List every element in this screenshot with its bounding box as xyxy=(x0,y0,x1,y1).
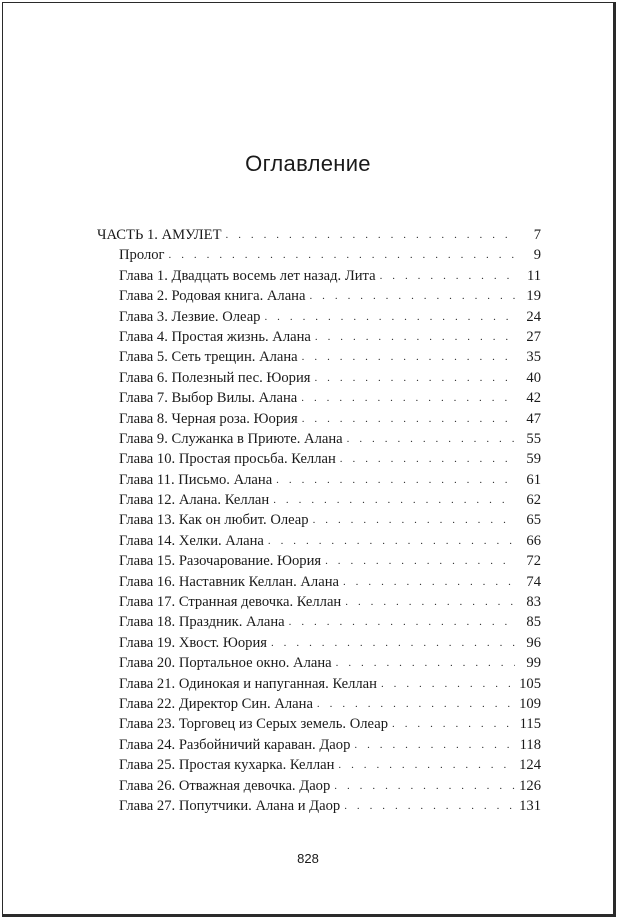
toc-entry-row[interactable] xyxy=(97,755,541,775)
page-number: 828 xyxy=(297,851,319,866)
toc-entry-row[interactable] xyxy=(97,347,541,367)
toc-entry-row[interactable] xyxy=(97,266,541,286)
table-of-contents xyxy=(97,225,541,816)
toc-entry-page: 11 xyxy=(526,267,541,284)
dot-leader xyxy=(276,470,515,490)
toc-entry-row[interactable] xyxy=(97,551,541,571)
toc-entry-page: 47 xyxy=(526,410,541,427)
toc-entry-page: 19 xyxy=(526,288,541,305)
toc-entry-row[interactable] xyxy=(97,429,541,449)
toc-entry-label: Глава 15. Разочарование. Юория xyxy=(119,553,322,570)
toc-entry-row[interactable] xyxy=(97,633,541,653)
toc-entry-label: Глава 8. Черная роза. Юория xyxy=(119,410,298,427)
toc-entry-row[interactable] xyxy=(97,307,541,327)
toc-entry-label: Глава 4. Простая жизнь. Алана xyxy=(119,328,311,345)
toc-entry-label: Глава 20. Портальное окно. Алана xyxy=(119,655,332,672)
toc-entry-page: 126 xyxy=(519,777,541,794)
toc-entry-page: 9 xyxy=(533,247,541,264)
toc-entry-page: 65 xyxy=(526,512,541,529)
dot-leader xyxy=(289,612,515,632)
toc-entry-page: 55 xyxy=(526,430,541,447)
toc-entry-label: Глава 11. Письмо. Алана xyxy=(119,471,273,488)
dot-leader xyxy=(345,592,515,612)
toc-entry-page: 109 xyxy=(519,695,541,712)
toc-entry-page: 24 xyxy=(526,308,541,325)
toc-entry-row[interactable] xyxy=(97,572,541,592)
page-title: Оглавление xyxy=(245,151,371,176)
toc-entry-page: 61 xyxy=(526,471,541,488)
toc-entry-label: Глава 1. Двадцать восемь лет назад. Лита xyxy=(119,267,376,284)
toc-entry-label: Глава 25. Простая кухарка. Келлан xyxy=(119,757,335,774)
dot-leader xyxy=(301,388,515,408)
dot-leader xyxy=(169,245,515,265)
toc-entry-page: 124 xyxy=(519,757,541,774)
toc-entry-row[interactable] xyxy=(97,449,541,469)
dot-leader xyxy=(302,409,515,429)
dot-leader xyxy=(380,266,515,286)
dot-leader xyxy=(336,653,515,673)
dot-leader xyxy=(347,429,515,449)
toc-entry-label: Глава 23. Торговец из Серых земель. Олеар xyxy=(119,716,388,733)
toc-entry-page: 96 xyxy=(526,634,541,651)
toc-entry-label: Глава 26. Отважная девочка. Даор xyxy=(119,777,331,794)
toc-entry-label: Пролог xyxy=(119,247,165,264)
dot-leader xyxy=(338,755,515,775)
toc-entry-row[interactable] xyxy=(97,735,541,755)
toc-entry-label: Глава 6. Полезный пес. Юория xyxy=(119,369,311,386)
toc-entry-row[interactable] xyxy=(97,531,541,551)
toc-entry-page: 105 xyxy=(519,675,541,692)
dot-leader xyxy=(314,368,515,388)
dot-leader xyxy=(309,286,515,306)
dot-leader xyxy=(343,572,515,592)
toc-entry-label: Глава 10. Простая просьба. Келлан xyxy=(119,451,336,468)
toc-entry-label: Глава 17. Странная девочка. Келлан xyxy=(119,594,342,611)
dot-leader xyxy=(354,735,515,755)
toc-entry-page: 118 xyxy=(519,736,541,753)
toc-entry-row[interactable] xyxy=(97,674,541,694)
toc-entry-page: 131 xyxy=(519,797,541,814)
dot-leader xyxy=(268,531,515,551)
dot-leader xyxy=(340,449,515,469)
toc-entry-row[interactable] xyxy=(97,653,541,673)
dot-leader xyxy=(344,796,515,816)
dot-leader xyxy=(302,347,515,367)
toc-entry-label: Глава 24. Разбойничий караван. Даор xyxy=(119,736,351,753)
toc-entry-row[interactable] xyxy=(97,612,541,632)
toc-entry-label: Глава 14. Хелки. Алана xyxy=(119,532,264,549)
toc-entry-label: Глава 7. Выбор Вилы. Алана xyxy=(119,390,298,407)
toc-entry-page: 40 xyxy=(526,369,541,386)
toc-entry-label: Глава 27. Попутчики. Алана и Даор xyxy=(119,797,341,814)
toc-entry-label: Глава 2. Родовая книга. Алана xyxy=(119,288,306,305)
toc-entry-label: Глава 9. Служанка в Приюте. Алана xyxy=(119,430,343,447)
toc-entry-row[interactable] xyxy=(97,388,541,408)
toc-entry-label: Глава 5. Сеть трещин. Алана xyxy=(119,349,298,366)
toc-entry-page: 115 xyxy=(519,716,541,733)
toc-part-page: 7 xyxy=(533,227,541,243)
dot-leader xyxy=(317,694,515,714)
toc-part-row[interactable] xyxy=(97,225,541,245)
toc-entry-label: Глава 19. Хвост. Юория xyxy=(119,634,267,651)
toc-entry-row[interactable] xyxy=(97,490,541,510)
dot-leader xyxy=(273,490,515,510)
dot-leader xyxy=(392,714,515,734)
dot-leader xyxy=(325,551,515,571)
toc-entry-page: 35 xyxy=(526,349,541,366)
toc-part-label: ЧАСТЬ 1. АМУЛЕТ xyxy=(97,227,222,243)
toc-entry-label: Глава 18. Праздник. Алана xyxy=(119,614,285,631)
toc-entry-page: 72 xyxy=(526,553,541,570)
book-page xyxy=(2,2,616,917)
toc-entry-row[interactable] xyxy=(97,368,541,388)
toc-entry-row[interactable] xyxy=(97,776,541,796)
toc-entry-page: 99 xyxy=(526,655,541,672)
toc-entry-label: Глава 13. Как он любит. Олеар xyxy=(119,512,309,529)
dot-leader xyxy=(271,633,515,653)
toc-entry-page: 42 xyxy=(526,390,541,407)
dot-leader xyxy=(381,674,515,694)
toc-entry-row[interactable] xyxy=(97,245,541,265)
toc-entry-row[interactable] xyxy=(97,470,541,490)
dot-leader xyxy=(264,307,515,327)
dot-leader xyxy=(226,225,516,245)
toc-entry-row[interactable] xyxy=(97,592,541,612)
toc-entry-label: Глава 16. Наставник Келлан. Алана xyxy=(119,573,339,590)
toc-entries xyxy=(97,245,541,816)
toc-entry-label: Глава 12. Алана. Келлан xyxy=(119,492,270,509)
toc-entry-label: Глава 21. Одинокая и напуганная. Келлан xyxy=(119,675,377,692)
toc-entry-page: 66 xyxy=(526,532,541,549)
toc-entry-row[interactable] xyxy=(97,327,541,347)
toc-entry-label: Глава 22. Директор Син. Алана xyxy=(119,695,313,712)
dot-leader xyxy=(313,510,515,530)
dot-leader xyxy=(334,776,515,796)
toc-entry-row[interactable] xyxy=(97,409,541,429)
toc-entry-page: 59 xyxy=(526,451,541,468)
toc-entry-page: 27 xyxy=(526,328,541,345)
toc-entry-row[interactable] xyxy=(97,510,541,530)
toc-entry-page: 62 xyxy=(526,492,541,509)
toc-entry-row[interactable] xyxy=(97,694,541,714)
toc-entry-label: Глава 3. Лезвие. Олеар xyxy=(119,308,261,325)
toc-entry-row[interactable] xyxy=(97,286,541,306)
toc-entry-page: 74 xyxy=(526,573,541,590)
toc-entry-row[interactable] xyxy=(97,796,541,816)
toc-entry-page: 83 xyxy=(526,594,541,611)
toc-entry-row[interactable] xyxy=(97,714,541,734)
dot-leader xyxy=(315,327,515,347)
toc-entry-page: 85 xyxy=(526,614,541,631)
